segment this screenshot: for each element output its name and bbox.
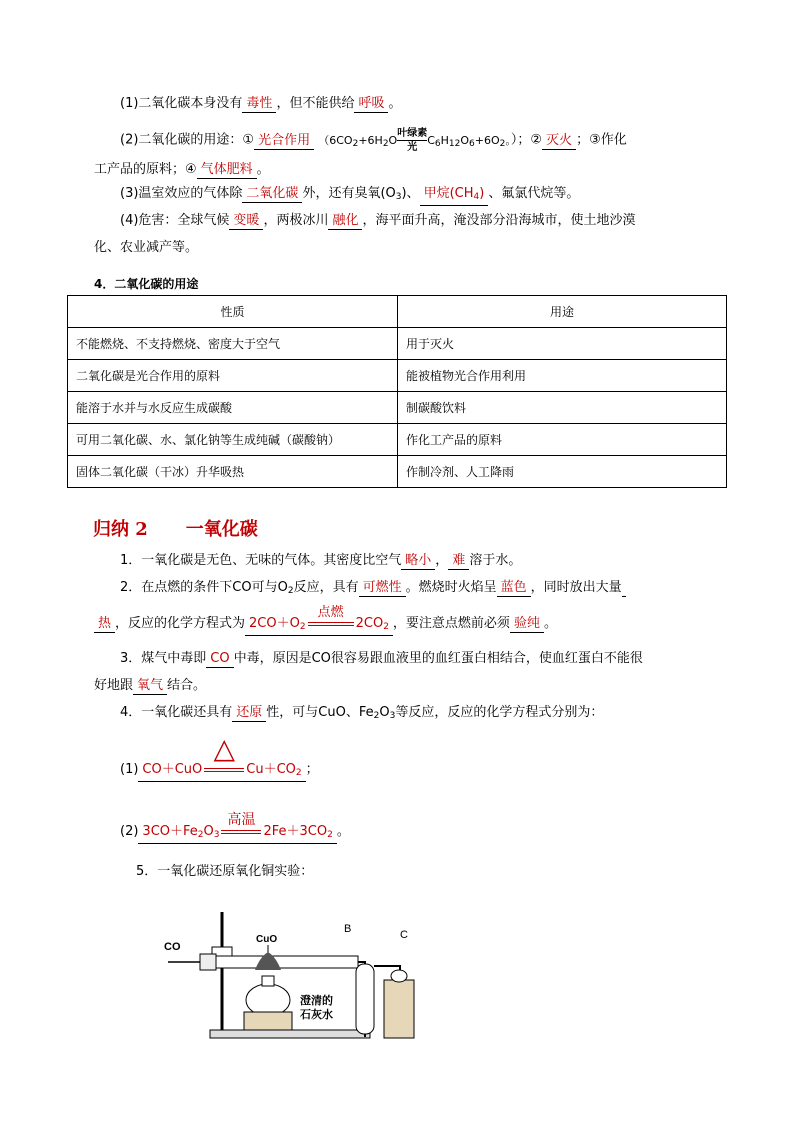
heat-triangle-icon: △ [213,731,236,765]
co2-line-2: (2)二氧化碳的用途：① 光合作用 （$6CO_2+6H_2O$ 叶绿素 光 $C_6H_{12}O_6+6O_2$。）；② 灭火 ；③作化 [120,128,627,153]
answer-blank: 光合作用 [254,133,314,150]
answer-blank: 呼吸 [354,96,388,113]
co2-line-4: (3)温室效应的气体除 二氧化碳 外，还有臭氧$(O_3)$、 甲烷$(CH_4)$ 、氟氯代烷等。 [120,184,579,207]
table-row [68,424,727,456]
answer-blank: 二氧化碳 [242,186,302,203]
table-cell: 作制冷剂、人工降雨 [398,456,727,488]
table-header: 性质 [68,296,398,328]
co-reduction-apparatus-figure [160,892,460,1052]
co-line-4: 3．煤气中毒即 CO 中毒，原因是CO很容易跟血液里的血红蛋白相结合，使血红蛋白不能很 [120,651,643,666]
co2-uses-table [67,295,727,488]
equation-1: (1) CO＋CuO △ $Cu+CO_2$ ； [120,760,319,782]
tube-stopper [200,954,216,970]
answer-blank: 气体肥料 [197,162,257,179]
co-line-6: 4．一氧化碳还具有 还原 性，可与CuO、$Fe_2O_3$等反应，反应的化学方程式分别为： [120,705,604,721]
answer-blank: 甲烷$(CH_4)$ [420,186,489,206]
table-row [68,360,727,392]
table-row [68,392,727,424]
table-row [68,456,727,488]
co2-line-3: 工产品的原料；④ 气体肥料 。 [94,162,270,177]
co-line-7: 5．一氧化碳还原氧化铜实验： [136,864,314,879]
stand-base [210,1030,370,1038]
cuo-label: CuO [256,934,278,945]
answer-blank: 变暖 [229,213,263,230]
co2-line-6: 化、农业减产等。 [94,240,199,255]
section-title: 4．二氧化碳的用途 [94,277,199,291]
co-line-3: 热 ，反应的化学方程式为 $2CO+O_2$ 点燃 $2CO_2$ ，要注意点燃前必须 验纯 。 [94,614,557,636]
table-cell: 用于灭火 [398,328,727,360]
burner-c [391,970,407,982]
reaction-tube [208,956,358,968]
answer-blank: 融化 [328,213,362,230]
answer-blank: CO [206,651,233,668]
answer-blank: 热 [94,616,115,633]
table-header-row [68,296,727,328]
label-c: C [400,929,408,941]
answer-blank: 难 [448,553,469,570]
alcohol-lamp [246,984,290,1016]
section-heading: 归纳 2 一氧化碳 [93,519,258,540]
co2-line-5: (4)危害：全球气候 变暖 ，两极冰川 融化 ，海平面升高，淹没部分沿海城市，使土地沙漠 [120,213,636,228]
co-label: CO [164,941,181,953]
co2-line-1: (1)二氧化碳本身没有 毒性 ，但不能供给 呼吸 。 [120,96,402,111]
answer-blank: 毒性 [242,96,276,113]
co-line-2: 2．在点燃的条件下CO可与$O_2$反应，具有 可燃性 。燃烧时火焰呈 蓝色 ，同时放出大量 [120,578,626,601]
wood-block [244,1012,292,1030]
table-cell: 可用二氧化碳、水、氯化钠等生成纯碱（碳酸钠） [68,424,398,456]
label-b: B [344,923,352,935]
table-cell: 二氧化碳是光合作用的原料 [68,360,398,392]
photosynthesis-equation: （$6CO_2+6H_2O$ 叶绿素 光 $C_6H_{12}O_6+6O_2$。 [318,128,511,153]
co-line-5: 好地跟 氧气 结合。 [94,678,207,693]
co-line-1: 1．一氧化碳是无色、无味的气体。其密度比空气 略小 ， 难 溶于水。 [120,553,522,568]
table-header: 用途 [398,296,727,328]
lime-water-label-1: 澄清的 [300,995,333,1007]
test-tube-b [356,964,374,1034]
table-cell: 能被植物光合作用利用 [398,360,727,392]
table-cell: 不能燃烧、不支持燃烧、密度大于空气 [68,328,398,360]
table-cell: 固体二氧化碳（干冰）升华吸热 [68,456,398,488]
answer-blank: 还原 [232,705,266,722]
equation-2: (2) $3CO+Fe_2O_3$ 高温 $2Fe+3CO_2$ 。 [120,822,350,844]
answer-blank: 蓝色 [497,580,531,597]
table-cell: 作化工产品的原料 [398,424,727,456]
table-row [68,328,727,360]
answer-blank: 可燃性 [359,580,406,597]
burner-c-stand [384,980,414,1038]
answer-blank: 灭火 [542,133,576,150]
answer-blank: 氧气 [133,678,167,695]
answer-blank: $2CO+O_2$ 点燃 $2CO_2$ [245,616,393,636]
answer-blank: 略小 [401,553,435,570]
lime-water-label-2: 石灰水 [300,1009,333,1021]
table-cell: 制碳酸饮料 [398,392,727,424]
table-cell: 能溶于水并与水反应生成碳酸 [68,392,398,424]
answer-blank: 验纯 [510,616,544,633]
